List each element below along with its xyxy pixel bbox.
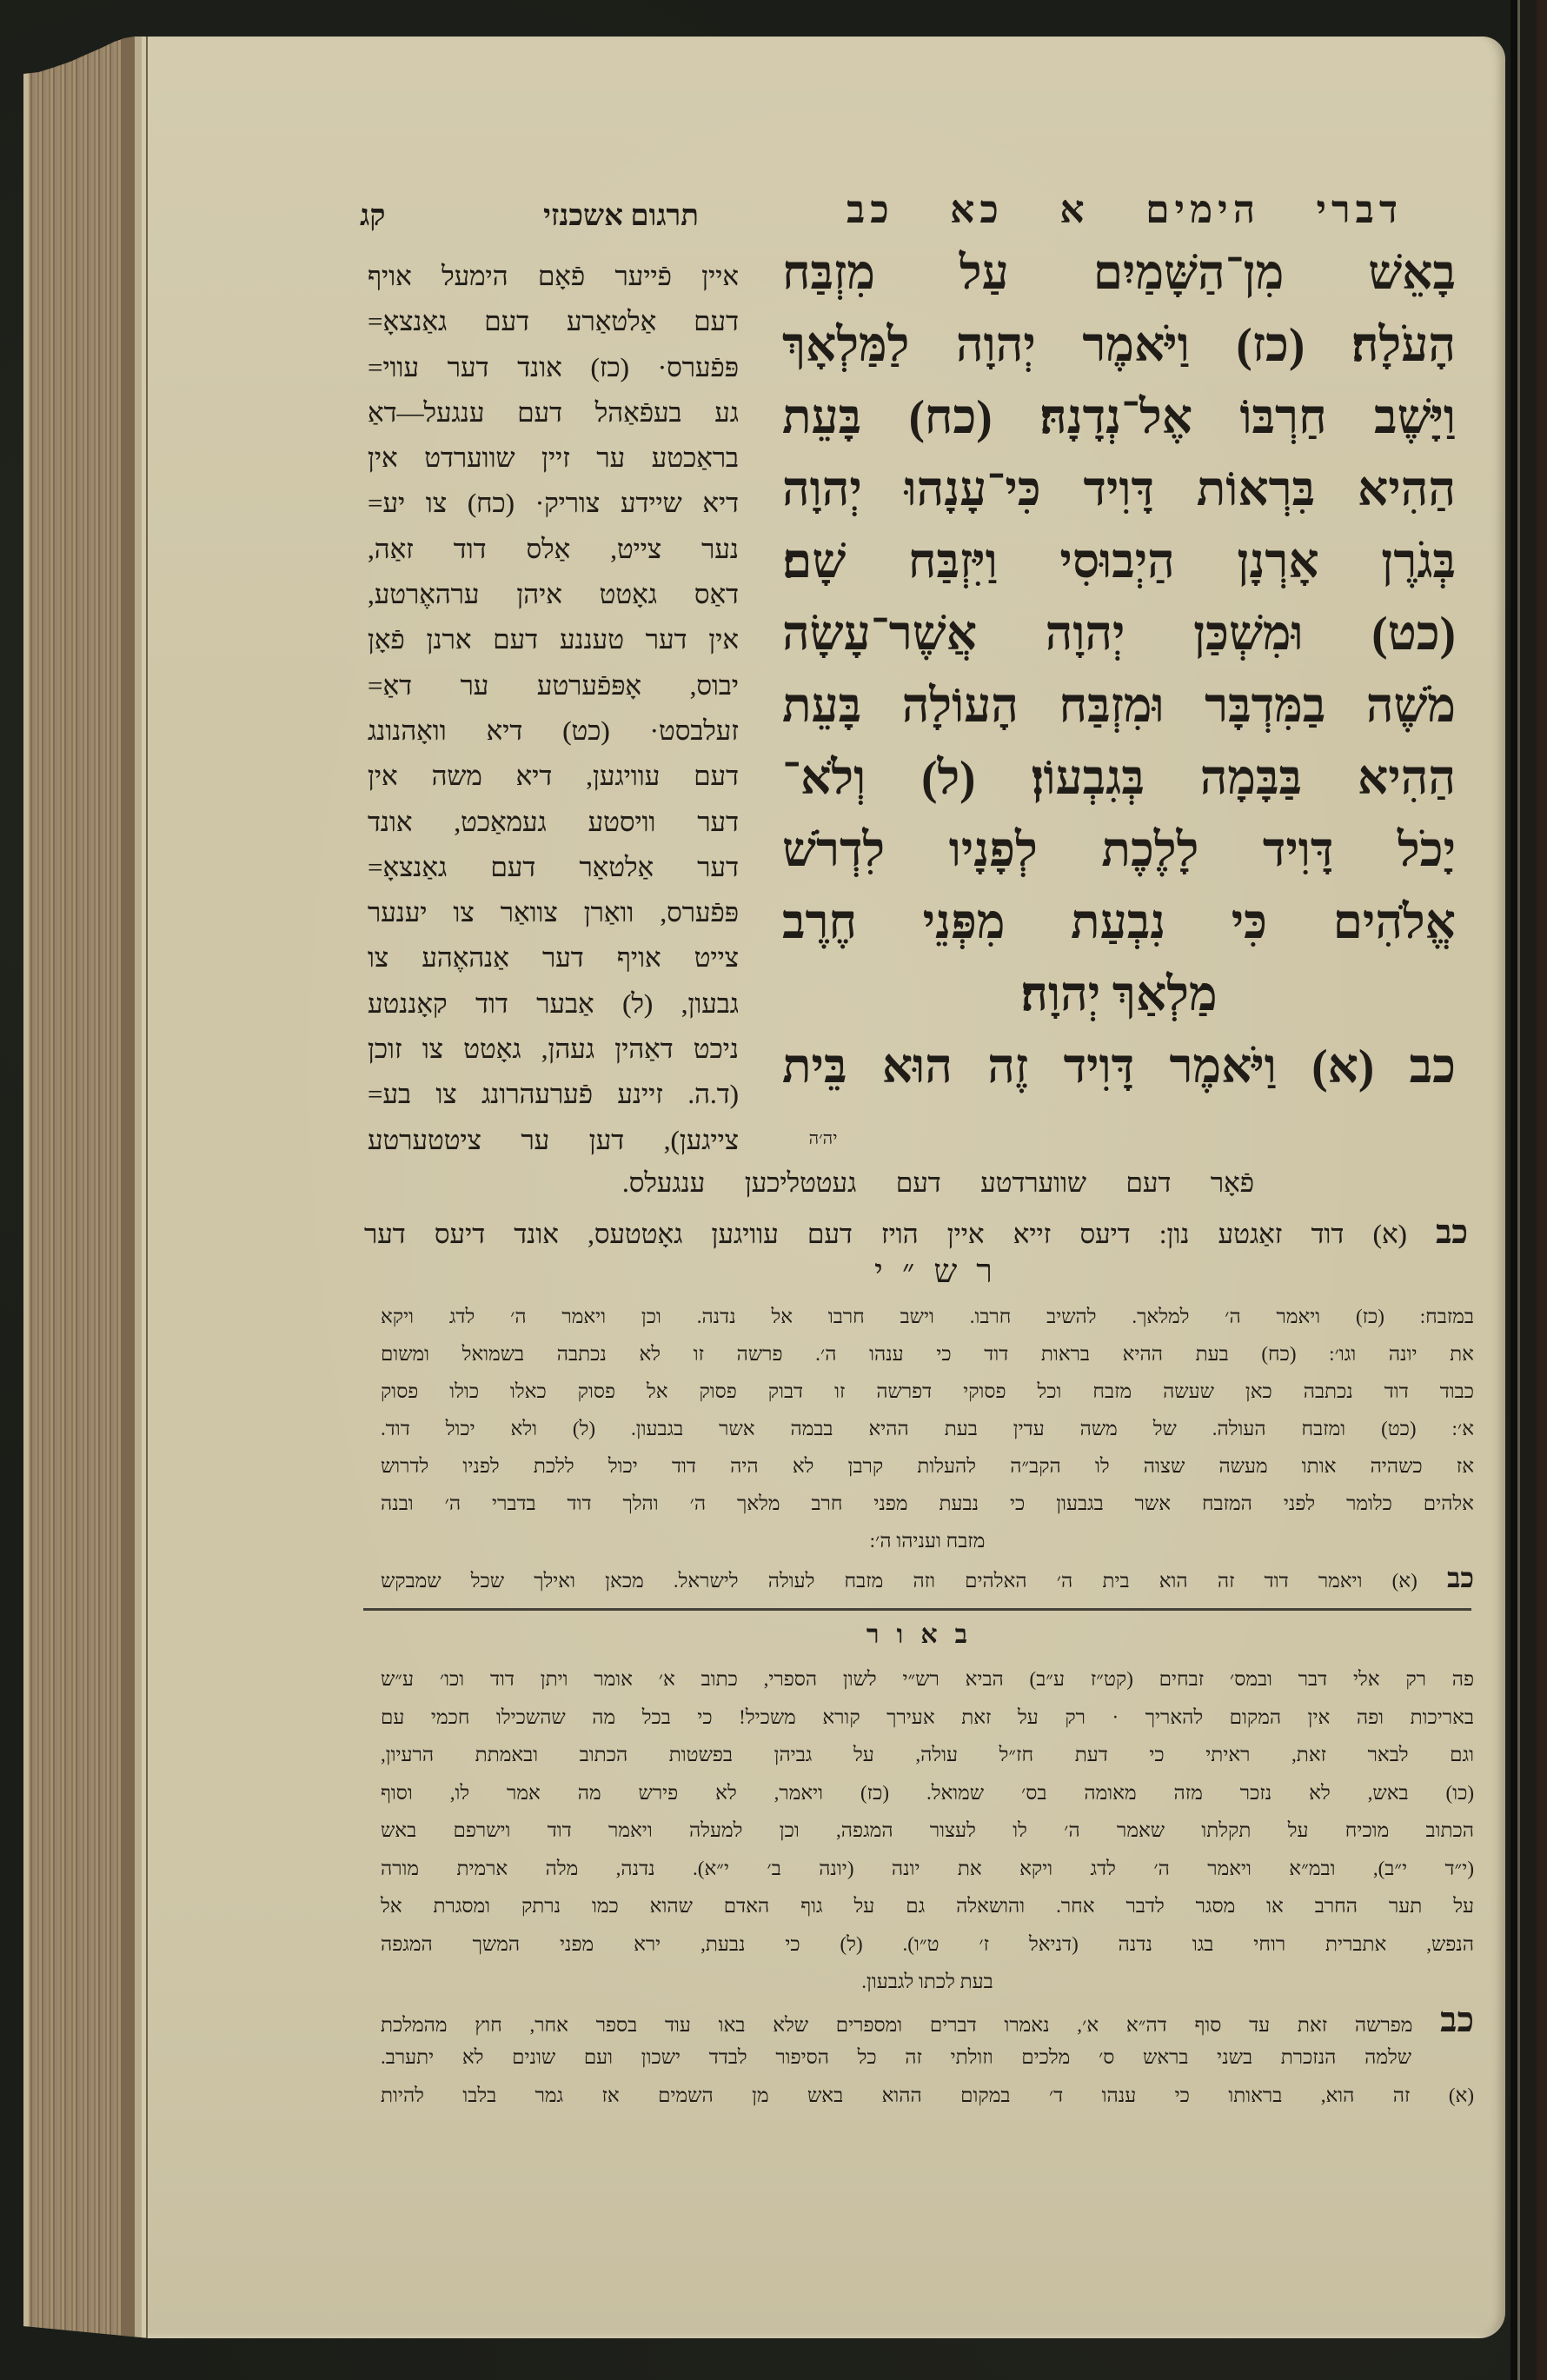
biur-line: (א) זה הוא, בראותו כי ענהו ד׳ במקום ההוא באש מן השמים אז גמר בלבו להיות [381, 2084, 1474, 2106]
rashi-line: א׳: (כט) ומזבח העולה. של משה עדין בעת ההיא בבמה אשר בגבעון. (ל) ולא יכול דוד. [381, 1418, 1474, 1439]
targum-line: יבוס, אָפּפֿערטע ער דאַ= [368, 669, 739, 701]
targum-line: גבעון, (ל) אַבער דוד קאָננטע [368, 987, 739, 1019]
targum-line: אין דער טעננע דעם ארנן פֿאָן [368, 624, 739, 655]
targum-line: גע בעפֿאַהל דעם ענגעל—דאַ [368, 396, 739, 428]
scripture-line: מֹשֶׁה בַמִּדְבָּר וּמִזְבַּח הָעוֹלָה בָּעֵת [782, 679, 1456, 732]
rashi-line-text: (א) ויאמר דוד זה הוא בית ה׳ האלהים וזה מזבח לעולה לישראל. מכאן ואילך שכל שמבקש [381, 1570, 1447, 1592]
rashi-line: את יונה וגו׳: (כח) בעת ההיא בראות דוד כי ענהו ה׳. פרשה זו לא נכתבה בשמואל ומשום [381, 1343, 1474, 1365]
scripture-line: מַלְאַךְ יְהוָה׃ [1020, 967, 1218, 1020]
targum-line: דער אַלטאַר דעם גאַנצאָ= [368, 851, 739, 882]
targum-line: נער צייט, אַלס דוד זאַה, [368, 533, 739, 564]
scripture-line: הַהִיא בִּרְאוֹת דָּוִיד כִּי־עָנָהוּ יְהוָה [782, 462, 1456, 515]
targum-line: צייט אויף דער אַנהאֶהע צו [368, 942, 739, 974]
scripture-line: אֱלֹהִים כִּי נִבְעַת מִפְּנֵי חֶרֶב [782, 895, 1456, 948]
biur-line: פה רק אלי דבר ובמס׳ זבחים (קט״ז ע״ב) הביא רש״י לשון הספרי, כתוב א׳ אומר ויתן דוד וכו׳ ע״ש [381, 1668, 1474, 1690]
scripture-line: הַהִיא בַּבָּמָה בְּגִבְעוֹן׃ (ל) וְלֹא־ [782, 751, 1456, 804]
biur-line: באריכות ופה אין המקום להאריך · רק על זאת אעירך קורא משכיל! כי בכל מה שהשכילו חכמי עם [381, 1705, 1474, 1728]
biur-line: על תער החרב או מסגר לדבר אחר. והושאלה גם על גוף האדם שהוא כמו נרתק ומסגרת אל [381, 1895, 1474, 1917]
section-divider-rule [363, 1608, 1471, 1611]
targum-line: דעם עוויגען, דיא משה אין [368, 761, 739, 792]
rashi-line: כבוד דוד נכתבה כאן שעשה מזבח וכל פסוקי דפרשה זו דבוק פסוק אל פסוק כאלו כולו פסוק [381, 1380, 1474, 1402]
biur-line: (י״ד י״ב), ובמ״א ויאמר ה׳ לדג ויקא את יונה (יונה ב׳ י״א). נדנה, מלה ארמית מורה [381, 1857, 1474, 1879]
biur-line-text: מפרשה זאת עד סוף דה״א א׳, נאמרו דברים ומספרים שלא באו עוד בספר אחר, חוץ מהמלכת [381, 2013, 1441, 2036]
targum-line: בראַכטע ער זיין שווערדט אין [368, 442, 739, 474]
chapter-marker: כב [1436, 1214, 1468, 1251]
biur-line: בעת לכתו לגבעון. [861, 1971, 993, 1992]
adjacent-page-edge [1510, 0, 1547, 2380]
targum-line-text: (א) דוד זאַגטע נון: דיעס זייא איין הויז דעם עוויגען גאָטטעס, אונד דיעס דער [364, 1219, 1437, 1249]
catchword: יה׳ה [808, 1129, 838, 1148]
page-number: קג [360, 200, 386, 232]
rashi-title: רש״י [874, 1253, 1012, 1290]
scripture-line: בְּגֹרֶן אָרְנָן הַיְבוּסִי וַיִּזְבַּח שָׁם׃ [782, 535, 1456, 588]
targum-continuation-line: פֿאָר דעם שווערדטע דעם געטטליכען ענגעלס. [622, 1167, 1254, 1198]
biur-chapter-22-line [381, 2001, 1474, 2039]
scripture-line: (כט) וּמִשְׁכַּן יְהוָה אֲשֶׁר־עָשָׂה [782, 607, 1456, 660]
rashi-line: מזבח ועניהו ה׳: [869, 1530, 986, 1552]
biur-line: הנפש, אתברית רוחי בגו נדנה (דניאל ז׳ ט״ו). (ל) כי נבעת, ירא מפני המשך המגפה [381, 1932, 1474, 1955]
targum-line: פּפֿערס· (כז) אונד דער עווי= [368, 351, 739, 382]
rashi-line: אלהים כלומר לפני המזבח אשר בגבעון כי נבעת מפני חרב מלאך ה׳ והלך דוד בדברי ה׳ ובנה [381, 1492, 1474, 1514]
targum-line: דער וויסטע געמאַכט, אונד [368, 806, 739, 837]
rashi-commentary [381, 1298, 1474, 1597]
targum-title: תרגום אשכנזי [542, 200, 699, 232]
scripture-line: יָכֹל דָּוִיד לָלֶכֶת לְפָנָיו לִדְרֹשׁ [782, 823, 1456, 876]
rashi-line: אז כשהיה אותו מעשה שצוה לו הקב״ה להעלות קרבן לא היה דוד יכול ללכת לפניו לדרוש [381, 1455, 1474, 1477]
targum-line: (ד.ה. זיינע פֿערעהרונג צו בע= [368, 1079, 739, 1110]
targum-line: דאַס גאָטט איהן ערהאֶרטע, [368, 579, 739, 610]
scripture-line: כב (א) וַיֹּאמֶר דָּוִיד זֶה הוּא בֵּית [782, 1040, 1456, 1093]
targum-column [368, 254, 739, 1163]
chapter-marker: כב [1446, 1562, 1474, 1593]
scripture-line: וַיָּשֶׁב חַרְבּוֹ אֶל־נְדָנָהּ׃ (כח) בָּעֵת [782, 390, 1456, 443]
scripture-line: בָאֵשׁ מִן־הַשָּׁמַיִם עַל מִזְבַּח [782, 246, 1456, 299]
rashi-chapter-22-line [381, 1559, 1474, 1597]
chapter-marker: כב [1440, 1999, 1474, 2039]
targum-line: פּפֿערס, וואַרן צוואַר צו יענער [368, 897, 739, 928]
targum-line: איין פֿייער פֿאָם הימעל אויף [368, 261, 739, 291]
targum-line: דעם אַלטאַרע דעם גאַנצאָ= [368, 306, 739, 337]
targum-header [360, 199, 699, 234]
biur-line: הכתוב מוכיח על תקלתו שאמר ה׳ לו לעצור המגפה, וכן למעלה ויאמר דוד וישרפם באש [381, 1819, 1474, 1841]
biur-commentary [381, 1660, 1474, 2114]
biur-line: (כו) באש, לא נזכר מזה מאומה בס׳ שמואל. (כז) ויאמר, לא פירש מה אמר לו, וסוף [381, 1781, 1474, 1804]
targum-line: צייגען), דען ער ציטטערטע [368, 1124, 739, 1155]
running-head: דברי הימים א כא כב [847, 189, 1403, 231]
biur-line: וגם לבאר זאת, ראיתי כי דעת חז״ל עולה, על גביהן בפשטות הכתוב ובאמתת הרעיון, [381, 1744, 1474, 1765]
targum-chapter-22-line [364, 1213, 1468, 1252]
biur-title: באור [866, 1620, 986, 1649]
rashi-line: במזבח: (כז) ויאמר ה׳ למלאך. להשיב חרבו. וישב חרבו אל נדנה. וכן ויאמר ה׳ לדג ויקא [381, 1306, 1474, 1327]
scripture-column [782, 236, 1456, 1102]
targum-line: דיא שיידע צוריק· (כח) צו יע= [368, 488, 739, 519]
targum-line: ניכט דאַהין געהן, גאָטט צו זוכן [368, 1034, 739, 1065]
biur-line: שלמה הנזכרת בשני בראש ס׳ מלכים וזולתי זה כל הסיפור לבדד ישכון ועם שונים לא יתערב. [381, 2046, 1411, 2068]
targum-line: זעלבסט· (כט) דיא וואָהנונג [368, 715, 739, 746]
scripture-line: הָעֹלָה׃ (כז) וַיֹּאמֶר יְהוָה לַמַּלְאָךְ [782, 318, 1456, 371]
book-fore-edge [23, 37, 149, 2338]
